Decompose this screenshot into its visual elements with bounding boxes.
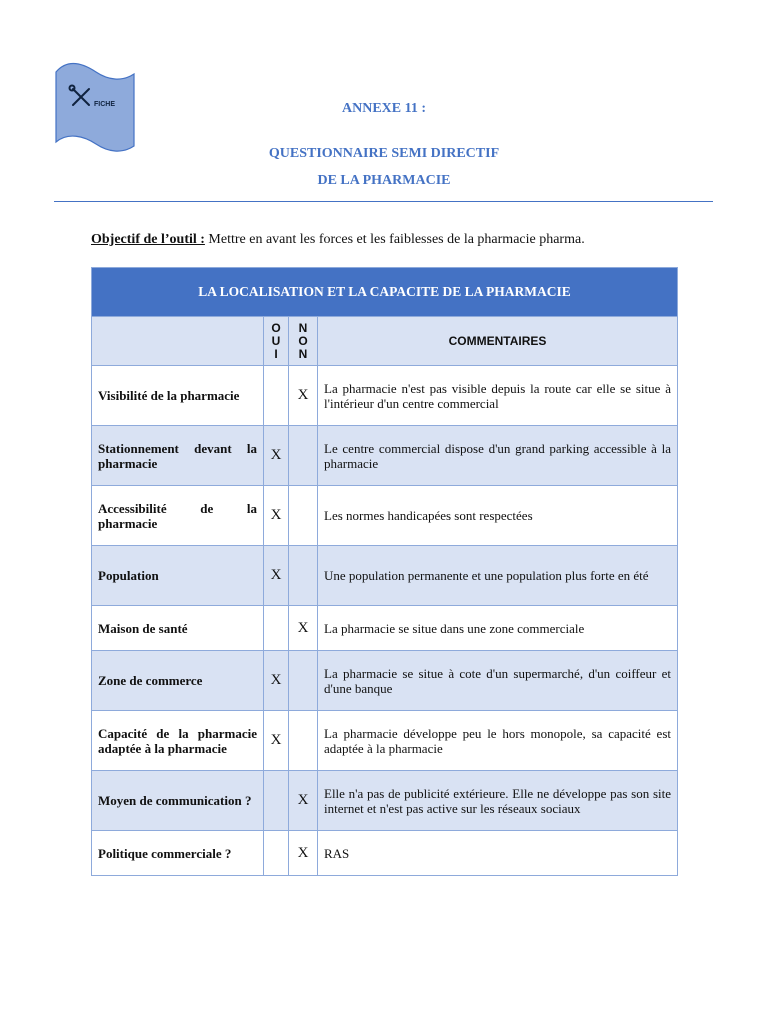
table-header-row	[92, 317, 678, 366]
oui-cell	[264, 831, 289, 876]
header-divider	[54, 201, 713, 202]
non-cell	[289, 546, 318, 606]
criterion-cell: Politique commerciale ?	[92, 831, 264, 876]
criterion-cell: Moyen de communication ?	[92, 771, 264, 831]
non-cell	[289, 486, 318, 546]
objective-text: Mettre en avant les forces et les faiblesses de la pharmacie pharma.	[204, 232, 585, 247]
table-title-row	[92, 268, 678, 317]
header-oui-letter: O	[271, 320, 281, 335]
non-cell	[289, 711, 318, 771]
oui-cell	[264, 771, 289, 831]
table-row	[92, 831, 678, 876]
criterion-cell: Population	[92, 546, 264, 606]
oui-cell: X	[264, 426, 289, 486]
pharmacy-questionnaire-table	[91, 267, 678, 876]
table-row	[92, 711, 678, 771]
header-oui-letter: U	[271, 333, 281, 348]
header-oui-letter: I	[274, 346, 278, 361]
oui-cell	[264, 366, 289, 426]
table-title: LA LOCALISATION ET LA CAPACITE DE LA PHARMACIE	[92, 268, 678, 317]
comment-cell: RAS	[318, 831, 678, 876]
oui-cell: X	[264, 486, 289, 546]
comment-cell: La pharmacie se situe dans une zone commerciale	[318, 606, 678, 651]
comment-cell: La pharmacie se situe à cote d'un supermarché, d'un coiffeur et d'une banque	[318, 651, 678, 711]
criterion-cell: Zone de commerce	[92, 651, 264, 711]
header-non	[289, 317, 318, 366]
title-line-1: QUESTIONNAIRE SEMI DIRECTIF	[268, 146, 500, 161]
header-non-letter: N	[298, 346, 308, 361]
objective-line	[91, 232, 585, 248]
header-commentaires: COMMENTAIRES	[318, 317, 678, 366]
oui-cell: X	[264, 711, 289, 771]
table-row	[92, 486, 678, 546]
table-row	[92, 426, 678, 486]
oui-cell: X	[264, 546, 289, 606]
oui-cell	[264, 606, 289, 651]
table-row	[92, 771, 678, 831]
comment-cell: Les normes handicapées sont respectées	[318, 486, 678, 546]
fiche-label: FICHE	[94, 101, 115, 108]
comment-cell: Le centre commercial dispose d'un grand parking accessible à la pharmacie	[318, 426, 678, 486]
criterion-cell: Stationnement devant la pharmacie	[92, 426, 264, 486]
comment-cell: Une population permanente et une population plus forte en été	[318, 546, 678, 606]
non-cell	[289, 651, 318, 711]
table-row	[92, 651, 678, 711]
table-row	[92, 366, 678, 426]
comment-cell: La pharmacie développe peu le hors monopole, sa capacité est adaptée à la pharmacie	[318, 711, 678, 771]
table-row	[92, 606, 678, 651]
header-non-letter: O	[298, 333, 308, 348]
header-oui	[264, 317, 289, 366]
non-cell: X	[289, 606, 318, 651]
title-line-2: DE LA PHARMACIE	[317, 173, 451, 188]
header-empty-cell	[92, 317, 264, 366]
comment-cell: La pharmacie n'est pas visible depuis la route car elle se situe à l'intérieur d'un centre commercial	[318, 366, 678, 426]
header-non-letter: N	[298, 320, 308, 335]
non-cell: X	[289, 831, 318, 876]
oui-cell: X	[264, 651, 289, 711]
non-cell	[289, 426, 318, 486]
non-cell: X	[289, 771, 318, 831]
criterion-cell: Accessibilité de la pharmacie	[92, 486, 264, 546]
criterion-cell: Maison de santé	[92, 606, 264, 651]
annex-number: ANNEXE 11 :	[341, 101, 426, 116]
comment-cell: Elle n'a pas de publicité extérieure. Elle ne développe pas son site internet et n'est pas active sur les réseaux sociaux	[318, 771, 678, 831]
criterion-cell: Capacité de la pharmacie adaptée à la pharmacie	[92, 711, 264, 771]
criterion-cell: Visibilité de la pharmacie	[92, 366, 264, 426]
objective-label: Objectif de l’outil :	[91, 232, 205, 247]
non-cell: X	[289, 366, 318, 426]
table-row	[92, 546, 678, 606]
